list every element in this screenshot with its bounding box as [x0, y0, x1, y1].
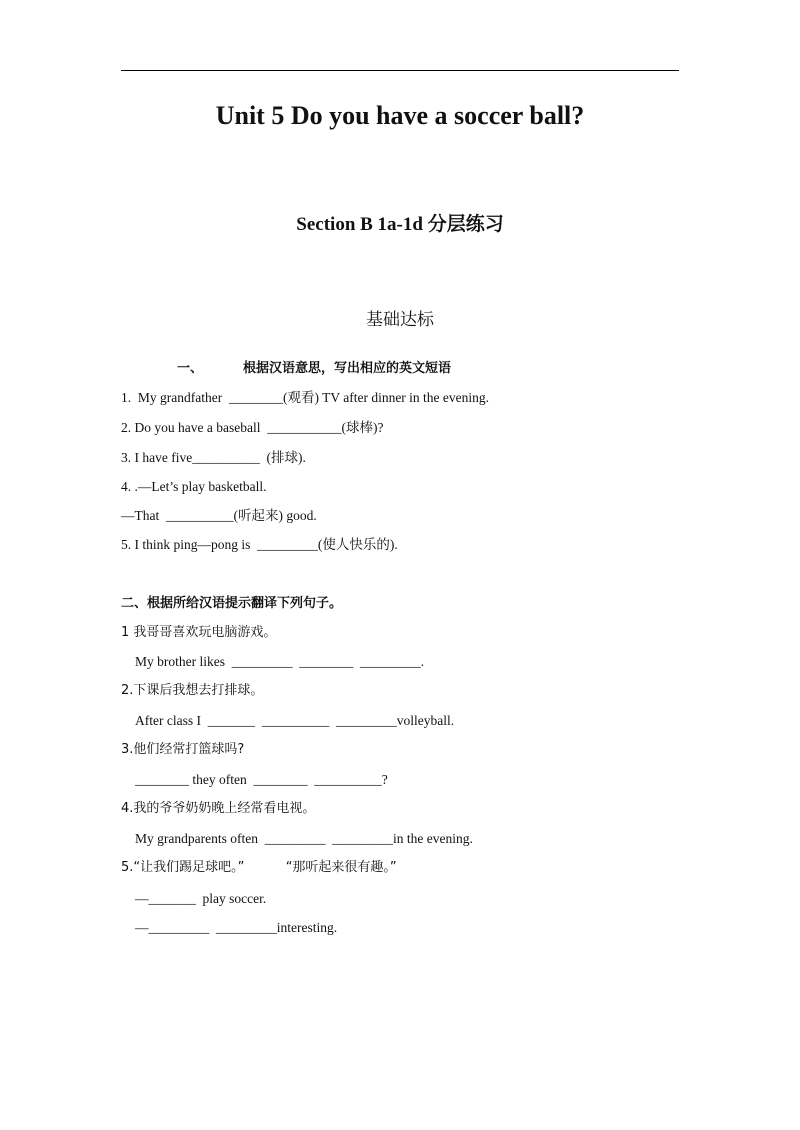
part1-heading-number: 一、: [177, 361, 204, 376]
part2-answer-2: After class I _______ __________ _________volleyball.: [135, 713, 455, 728]
part1-item-5: 5. I think ping—pong is _________(使人快乐的).: [121, 537, 398, 552]
part2-prompt-3: 3.他们经常打篮球吗?: [121, 742, 245, 757]
part1-item-3: 3. I have five__________ (排球).: [121, 450, 306, 465]
part1-heading: [177, 360, 451, 378]
part2-heading: 二、根据所给汉语提示翻译下列句子。: [121, 596, 343, 611]
part2-answer-1: My brother likes _________ ________ _________.: [135, 654, 425, 669]
section-subtitle: Section B 1a-1d 分层练习: [296, 214, 504, 235]
page-title: Unit 5 Do you have a soccer ball?: [215, 101, 585, 130]
part2-prompt-4: 4.我的爷爷奶奶晚上经常看电视。: [121, 801, 316, 816]
part2-answer-5a: —_______ play soccer.: [135, 891, 267, 906]
part2-prompt-5: 5.“让我们踢足球吧。” “那听起来很有趣。”: [121, 860, 397, 875]
part1-item-2: 2. Do you have a baseball ___________(球棒)?: [121, 420, 384, 435]
part2-prompt-2: 2.下课后我想去打排球。: [121, 683, 264, 698]
part2-prompt-1: 1 我哥哥喜欢玩电脑游戏。: [121, 625, 277, 640]
part1-heading-text: 根据汉语意思，写出相应的英文短语: [243, 361, 452, 376]
part1-item-4: 4. .—Let’s play basketball.: [121, 479, 267, 494]
part2-answer-4: My grandparents often _________ _________in the evening.: [135, 831, 473, 846]
level-heading: 基础达标: [366, 310, 434, 330]
part1-item-4-reply: —That __________(听起来) good.: [121, 508, 317, 523]
header-rule: [121, 70, 679, 71]
part2-answer-3: ________ they often ________ __________?: [135, 772, 388, 787]
part1-item-1: 1. My grandfather ________(观看) TV after dinner in the evening.: [121, 390, 490, 405]
part2-answer-5b: —_________ _________interesting.: [135, 920, 338, 935]
